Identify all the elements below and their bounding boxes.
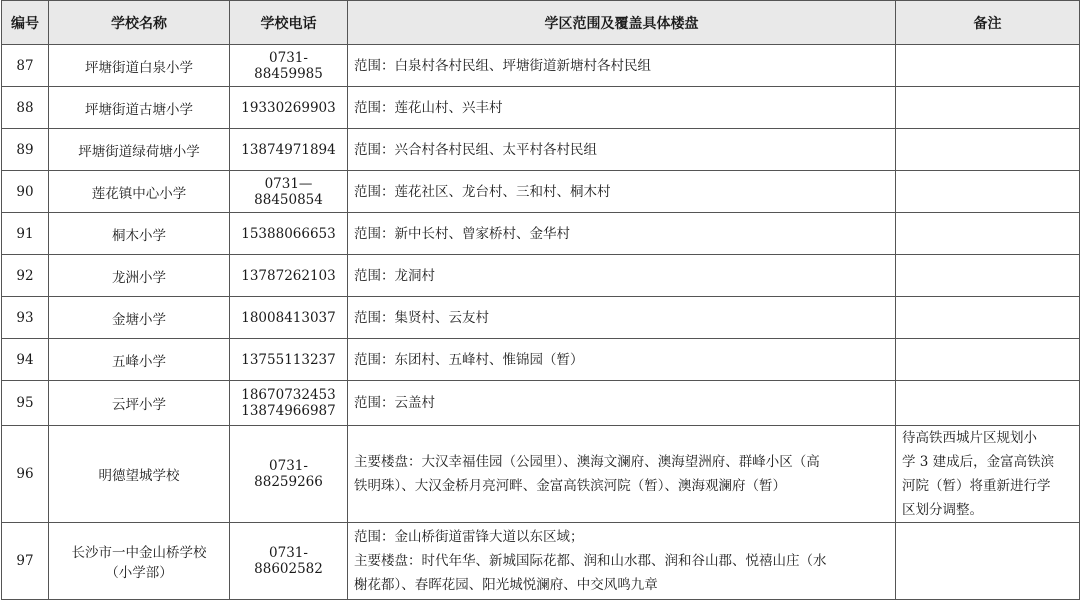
cell-district-scope [348,523,896,600]
cell-school-name-line: 云坪小学 [112,397,166,413]
cell-remarks [896,129,1080,171]
cell-remarks-line: 待高铁西城片区规划小 [902,430,1037,446]
cell-remarks [896,255,1080,297]
table-row [2,129,1080,171]
cell-district-scope-line: 范围：兴合村各村民组、太平村各村民组 [354,141,597,158]
cell-number: 91 [2,213,49,255]
cell-district-scope [348,426,896,523]
cell-district-scope-line: 范围：东团村、五峰村、惟锦园（暂） [354,351,584,368]
table-row [2,255,1080,297]
cell-school-phone [230,129,348,171]
table-header-row [2,1,1080,45]
cell-district-scope [348,171,896,213]
cell-district-scope [348,255,896,297]
cell-school-phone-line: 13874966987 [241,403,336,419]
cell-district-scope-line: 范围：莲花社区、龙台村、三和村、桐木村 [354,183,611,200]
cell-district-scope-line: 范围：白泉村各村民组、坪塘街道新塘村各村民组 [354,57,651,74]
cell-school-name-line: 莲花镇中心小学 [91,185,187,202]
cell-school-name-line: 坪塘街道白泉小学 [85,59,193,76]
cell-district-scope-line: 范围：龙洞村 [354,267,435,284]
cell-school-name [49,45,230,87]
cell-number: 87 [2,45,49,87]
cell-district-scope-line: 范围：新中长村、曾家桥村、金华村 [354,225,570,242]
cell-school-name [49,129,230,171]
cell-school-name [49,426,230,523]
cell-school-name [49,339,230,381]
cell-school-phone [230,45,348,87]
table-row [2,87,1080,129]
table-row [2,381,1080,426]
cell-number: 89 [2,129,49,171]
cell-district-scope [348,213,896,255]
header-number: 编号 [2,1,49,45]
cell-school-phone-line: 0731-88602582 [254,545,323,577]
cell-school-phone [230,297,348,339]
cell-school-phone [230,87,348,129]
cell-school-phone-line: 15388066653 [241,225,336,242]
cell-school-phone-line: 18670732453 [241,387,336,403]
cell-number: 90 [2,171,49,213]
cell-remarks [896,87,1080,129]
cell-district-scope-line: 范围：金山桥街道雷锋大道以东区域； [354,529,584,545]
cell-school-name [49,213,230,255]
table-row [2,171,1080,213]
cell-number: 94 [2,339,49,381]
cell-remarks [896,297,1080,339]
cell-remarks [896,523,1080,600]
cell-school-phone-line: 18008413037 [241,309,336,326]
cell-district-scope [348,297,896,339]
header-school-phone: 学校电话 [230,1,348,45]
cell-school-name-line: 明德望城学校 [98,468,180,484]
cell-school-name-line: （小学部） [105,565,173,581]
cell-remarks [896,339,1080,381]
cell-school-name [49,523,230,600]
cell-school-phone [230,426,348,523]
cell-district-scope-line: 范围：云盖村 [354,395,435,411]
cell-school-name [49,381,230,426]
table-row [2,297,1080,339]
table-row [2,523,1080,600]
cell-number: 88 [2,87,49,129]
cell-district-scope [348,339,896,381]
table-row [2,426,1080,523]
header-remarks: 备注 [896,1,1080,45]
cell-school-name-line: 龙洲小学 [112,269,166,286]
cell-district-scope-line: 主要楼盘：时代年华、新城国际花都、润和山水郡、润和谷山郡、悦禧山庄（水 [354,553,827,569]
cell-school-phone [230,339,348,381]
cell-school-name [49,87,230,129]
cell-school-name [49,297,230,339]
cell-school-phone-line: 13874971894 [241,141,336,158]
cell-school-phone-line: 19330269903 [241,99,336,116]
cell-district-scope [348,129,896,171]
cell-remarks-line: 河院（暂）将重新进行学 [902,478,1051,494]
cell-remarks [896,426,1080,523]
cell-number: 97 [2,523,49,600]
cell-district-scope-line: 范围：莲花山村、兴丰村 [354,99,503,116]
cell-district-scope [348,381,896,426]
cell-school-phone [230,381,348,426]
cell-school-name-line: 五峰小学 [112,353,166,370]
cell-school-name-line: 金塘小学 [112,311,166,328]
table-body [2,45,1080,600]
cell-school-phone-line: 13755113237 [241,351,336,368]
cell-number: 95 [2,381,49,426]
cell-number: 92 [2,255,49,297]
cell-school-phone [230,213,348,255]
cell-school-phone [230,523,348,600]
cell-school-phone [230,255,348,297]
cell-school-phone [230,171,348,213]
header-district-scope: 学区范围及覆盖具体楼盘 [348,1,896,45]
cell-school-name-line: 桐木小学 [112,227,166,244]
cell-school-phone-line: 13787262103 [241,267,336,284]
cell-school-name-line: 坪塘街道绿荷塘小学 [78,143,200,160]
cell-remarks-line: 区划分调整。 [902,502,983,518]
cell-district-scope-line: 主要楼盘：大汉幸福佳园（公园里）、澳海文澜府、澳海望洲府、群峰小区（高 [354,454,820,470]
cell-remarks-line: 学 3 建成后，金富高铁滨 [902,454,1055,470]
cell-district-scope-line: 榭花都）、春晖花园、阳光城悦澜府、中交风鸣九章 [354,577,658,593]
cell-school-name-line: 坪塘街道古塘小学 [85,101,193,118]
table-row [2,339,1080,381]
cell-number: 93 [2,297,49,339]
cell-remarks [896,213,1080,255]
cell-remarks [896,171,1080,213]
cell-district-scope [348,45,896,87]
cell-school-phone-line: 0731-88459985 [254,49,323,82]
cell-remarks [896,45,1080,87]
cell-school-name [49,171,230,213]
cell-school-phone-line: 0731-88259266 [254,458,323,490]
cell-number: 96 [2,426,49,523]
cell-remarks [896,381,1080,426]
cell-school-name [49,255,230,297]
cell-district-scope-line: 范围：集贤村、云友村 [354,309,489,326]
header-school-name: 学校名称 [49,1,230,45]
cell-school-phone-line: 0731—88450854 [254,175,323,208]
cell-school-name-line: 长沙市一中金山桥学校 [71,545,207,561]
cell-district-scope-line: 铁明珠）、大汉金桥月亮河畔、金富高铁滨河院（暂）、澳海观澜府（暂） [354,478,786,494]
cell-district-scope [348,87,896,129]
table-row [2,45,1080,87]
school-district-table [1,0,1080,600]
table-row [2,213,1080,255]
